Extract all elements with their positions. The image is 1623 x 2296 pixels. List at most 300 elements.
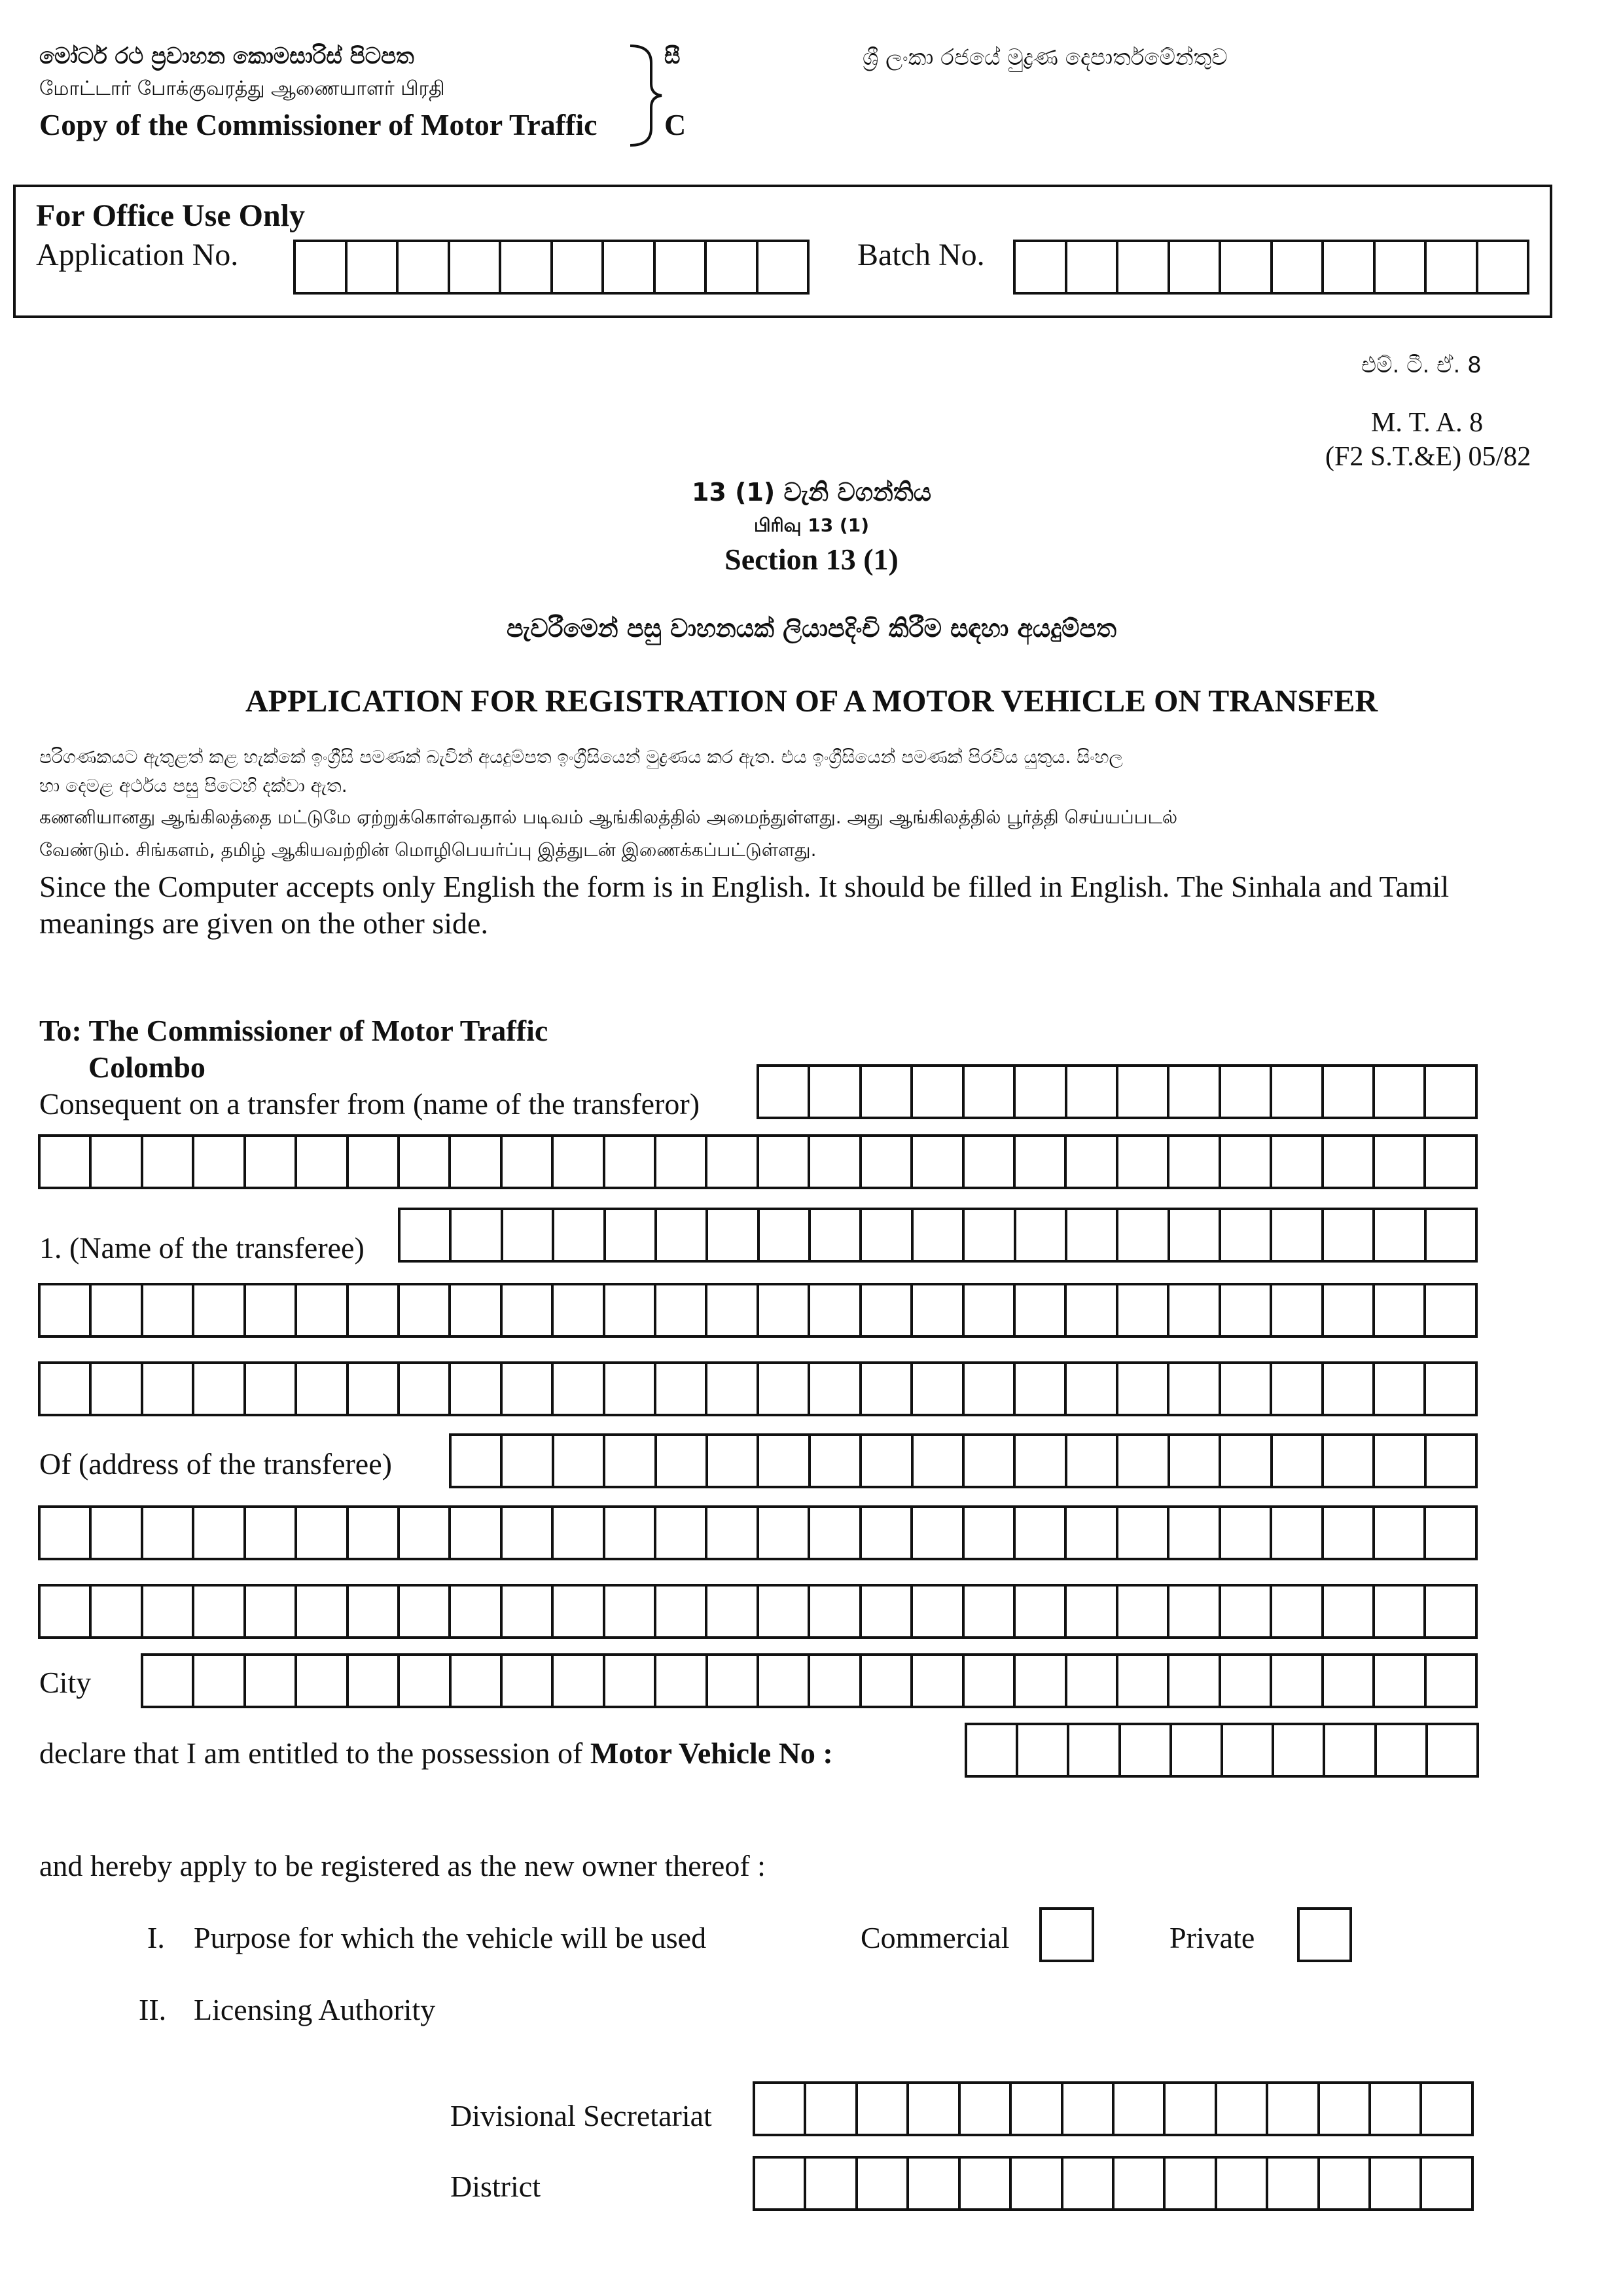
character-cell[interactable] <box>858 2159 909 2208</box>
character-cell[interactable] <box>554 1436 605 1486</box>
character-cell[interactable] <box>708 1436 759 1486</box>
character-cell[interactable] <box>1018 1725 1069 1775</box>
character-cell[interactable] <box>451 1285 502 1335</box>
character-cell[interactable] <box>1169 1508 1221 1558</box>
character-cell[interactable] <box>143 1285 194 1335</box>
character-cell[interactable] <box>810 1587 861 1636</box>
character-cell[interactable] <box>1221 1436 1272 1486</box>
character-cell[interactable] <box>452 1656 503 1706</box>
character-cell[interactable] <box>965 1067 1016 1117</box>
character-cell[interactable] <box>503 1656 554 1706</box>
character-cell[interactable] <box>1063 2084 1115 2134</box>
character-cell[interactable] <box>1223 1725 1274 1775</box>
character-cell[interactable] <box>503 1587 554 1636</box>
character-cell[interactable] <box>810 1656 861 1706</box>
character-cell[interactable] <box>755 2084 806 2134</box>
transferor-name-field-1[interactable] <box>757 1064 1478 1119</box>
character-cell[interactable] <box>1375 1285 1426 1335</box>
character-cell[interactable] <box>451 1587 502 1636</box>
character-cell[interactable] <box>914 1210 965 1260</box>
character-cell[interactable] <box>1012 2084 1063 2134</box>
character-cell[interactable] <box>967 1725 1018 1775</box>
character-cell[interactable] <box>41 1587 92 1636</box>
character-cell[interactable] <box>862 1137 913 1187</box>
character-cell[interactable] <box>707 242 758 292</box>
character-cell[interactable] <box>1016 1587 1067 1636</box>
private-checkbox[interactable] <box>1297 1907 1352 1962</box>
character-cell[interactable] <box>1221 1656 1272 1706</box>
character-cell[interactable] <box>1426 1137 1474 1187</box>
character-cell[interactable] <box>1272 1656 1323 1706</box>
character-cell[interactable] <box>961 2084 1012 2134</box>
character-cell[interactable] <box>656 1285 707 1335</box>
character-cell[interactable] <box>1324 1285 1375 1335</box>
transferor-name-field-2[interactable] <box>38 1134 1478 1189</box>
character-cell[interactable] <box>297 1587 348 1636</box>
character-cell[interactable] <box>862 1656 913 1706</box>
divisional-secretariat-field[interactable] <box>753 2081 1474 2136</box>
character-cell[interactable] <box>503 1285 554 1335</box>
character-cell[interactable] <box>760 1210 811 1260</box>
character-cell[interactable] <box>913 1067 964 1117</box>
character-cell[interactable] <box>1375 1587 1426 1636</box>
character-cell[interactable] <box>1118 1067 1169 1117</box>
character-cell[interactable] <box>810 1285 861 1335</box>
character-cell[interactable] <box>913 1137 964 1187</box>
character-cell[interactable] <box>297 1364 348 1414</box>
character-cell[interactable] <box>349 1508 400 1558</box>
character-cell[interactable] <box>862 1436 913 1486</box>
character-cell[interactable] <box>1169 1285 1221 1335</box>
character-cell[interactable] <box>1063 2159 1115 2208</box>
character-cell[interactable] <box>1273 1436 1324 1486</box>
character-cell[interactable] <box>554 1285 605 1335</box>
character-cell[interactable] <box>1324 1587 1375 1636</box>
character-cell[interactable] <box>1427 1210 1475 1260</box>
character-cell[interactable] <box>450 242 502 292</box>
character-cell[interactable] <box>503 1508 554 1558</box>
character-cell[interactable] <box>914 1436 965 1486</box>
character-cell[interactable] <box>1118 1436 1169 1486</box>
character-cell[interactable] <box>1067 1364 1118 1414</box>
character-cell[interactable] <box>143 1656 194 1706</box>
transferee-address-field-3[interactable] <box>38 1584 1478 1639</box>
character-cell[interactable] <box>1169 1067 1221 1117</box>
commercial-checkbox[interactable] <box>1039 1907 1094 1962</box>
character-cell[interactable] <box>451 1137 502 1187</box>
character-cell[interactable] <box>554 1364 605 1414</box>
district-field[interactable] <box>753 2156 1474 2211</box>
character-cell[interactable] <box>605 1436 656 1486</box>
character-cell[interactable] <box>92 1137 143 1187</box>
character-cell[interactable] <box>811 1436 862 1486</box>
character-cell[interactable] <box>503 1137 554 1187</box>
character-cell[interactable] <box>1221 1067 1272 1117</box>
character-cell[interactable] <box>1016 1436 1067 1486</box>
character-cell[interactable] <box>656 1508 707 1558</box>
character-cell[interactable] <box>806 2159 857 2208</box>
character-cell[interactable] <box>1067 242 1119 292</box>
character-cell[interactable] <box>1320 2084 1371 2134</box>
character-cell[interactable] <box>1428 1725 1476 1775</box>
character-cell[interactable] <box>1115 2084 1166 2134</box>
character-cell[interactable] <box>348 242 399 292</box>
character-cell[interactable] <box>1217 2084 1268 2134</box>
character-cell[interactable] <box>41 1137 92 1187</box>
character-cell[interactable] <box>1324 1364 1375 1414</box>
character-cell[interactable] <box>1118 1656 1169 1706</box>
character-cell[interactable] <box>1377 1725 1428 1775</box>
character-cell[interactable] <box>1067 1587 1118 1636</box>
character-cell[interactable] <box>246 1656 297 1706</box>
character-cell[interactable] <box>605 1285 656 1335</box>
character-cell[interactable] <box>755 2159 806 2208</box>
vehicle-no-field[interactable] <box>965 1723 1479 1778</box>
character-cell[interactable] <box>297 1508 348 1558</box>
character-cell[interactable] <box>1169 1587 1221 1636</box>
character-cell[interactable] <box>1067 1067 1118 1117</box>
character-cell[interactable] <box>1016 1364 1067 1414</box>
character-cell[interactable] <box>400 1656 451 1706</box>
character-cell[interactable] <box>1324 242 1376 292</box>
character-cell[interactable] <box>862 1067 913 1117</box>
character-cell[interactable] <box>1118 242 1170 292</box>
character-cell[interactable] <box>1221 1210 1272 1260</box>
character-cell[interactable] <box>92 1508 143 1558</box>
character-cell[interactable] <box>1375 1364 1426 1414</box>
character-cell[interactable] <box>1273 242 1325 292</box>
character-cell[interactable] <box>1272 1067 1323 1117</box>
character-cell[interactable] <box>1221 1508 1272 1558</box>
character-cell[interactable] <box>1324 1210 1375 1260</box>
transferee-name-field-2[interactable] <box>38 1283 1478 1338</box>
character-cell[interactable] <box>1118 1364 1169 1414</box>
character-cell[interactable] <box>1169 1656 1221 1706</box>
character-cell[interactable] <box>965 1508 1016 1558</box>
character-cell[interactable] <box>965 1210 1016 1260</box>
character-cell[interactable] <box>759 1067 810 1117</box>
character-cell[interactable] <box>503 1364 554 1414</box>
character-cell[interactable] <box>810 1364 861 1414</box>
character-cell[interactable] <box>1272 1285 1323 1335</box>
character-cell[interactable] <box>143 1364 194 1414</box>
character-cell[interactable] <box>194 1364 245 1414</box>
character-cell[interactable] <box>707 1285 758 1335</box>
character-cell[interactable] <box>349 1285 400 1335</box>
application-no-field[interactable] <box>293 240 810 295</box>
character-cell[interactable] <box>1118 1210 1169 1260</box>
character-cell[interactable] <box>1427 242 1478 292</box>
character-cell[interactable] <box>41 1364 92 1414</box>
character-cell[interactable] <box>862 1587 913 1636</box>
note-english-line2: meanings are given on the other side. <box>39 906 488 940</box>
character-cell[interactable] <box>92 1364 143 1414</box>
character-cell[interactable] <box>143 1137 194 1187</box>
character-cell[interactable] <box>297 1656 348 1706</box>
character-cell[interactable] <box>1170 242 1222 292</box>
character-cell[interactable] <box>297 1285 348 1335</box>
character-cell[interactable] <box>1067 1210 1118 1260</box>
character-cell[interactable] <box>965 1436 1016 1486</box>
character-cell[interactable] <box>1016 1067 1067 1117</box>
character-cell[interactable] <box>1375 1656 1426 1706</box>
character-cell[interactable] <box>1121 1725 1172 1775</box>
character-cell[interactable] <box>194 1508 245 1558</box>
character-cell[interactable] <box>501 242 553 292</box>
character-cell[interactable] <box>862 1508 913 1558</box>
character-cell[interactable] <box>194 1285 245 1335</box>
character-cell[interactable] <box>965 1656 1016 1706</box>
character-cell[interactable] <box>1221 1137 1272 1187</box>
character-cell[interactable] <box>810 1137 861 1187</box>
character-cell[interactable] <box>1375 1508 1426 1558</box>
character-cell[interactable] <box>1067 1436 1118 1486</box>
character-cell[interactable] <box>194 1587 245 1636</box>
character-cell[interactable] <box>707 1364 758 1414</box>
district-label: District <box>450 2170 541 2203</box>
character-cell[interactable] <box>1375 1210 1426 1260</box>
character-cell[interactable] <box>656 1364 707 1414</box>
character-cell[interactable] <box>605 1508 656 1558</box>
character-cell[interactable] <box>554 1137 605 1187</box>
character-cell[interactable] <box>1375 1436 1426 1486</box>
city-field[interactable] <box>141 1653 1478 1708</box>
character-cell[interactable] <box>503 1436 554 1486</box>
character-cell[interactable] <box>708 1210 759 1260</box>
character-cell[interactable] <box>1324 1067 1375 1117</box>
character-cell[interactable] <box>1272 1587 1323 1636</box>
character-cell[interactable] <box>1169 1364 1221 1414</box>
note-sinhala-line1: පරිගණකයට ඇතුළත් කළ හැක්කේ ඉංග්‍රීසි පමණක් බැවින් අයදුම්පත ඉංග්‍රීසියෙන් මුද්‍රණය කර ඇත. එය ඉංග්‍රීසියෙන් පමණක් පිරවිය යුතුය. සිංහල <box>39 746 1123 768</box>
form-id-sinhala: එම්. ටී. ඒ. 8 <box>1361 352 1482 378</box>
character-cell[interactable] <box>759 1587 810 1636</box>
character-cell[interactable] <box>1069 1725 1120 1775</box>
character-cell[interactable] <box>759 1364 810 1414</box>
character-cell[interactable] <box>961 2159 1012 2208</box>
character-cell[interactable] <box>606 1210 657 1260</box>
character-cell[interactable] <box>1170 1436 1221 1486</box>
character-cell[interactable] <box>707 1587 758 1636</box>
character-cell[interactable] <box>451 1508 502 1558</box>
character-cell[interactable] <box>1118 1587 1169 1636</box>
character-cell[interactable] <box>1422 2159 1471 2208</box>
character-cell[interactable] <box>604 242 656 292</box>
character-cell[interactable] <box>811 1210 862 1260</box>
character-cell[interactable] <box>1426 1285 1474 1335</box>
character-cell[interactable] <box>1067 1656 1118 1706</box>
character-cell[interactable] <box>1274 1725 1325 1775</box>
character-cell[interactable] <box>246 1508 297 1558</box>
transferee-address-field-2[interactable] <box>38 1505 1478 1560</box>
character-cell[interactable] <box>1324 1656 1375 1706</box>
character-cell[interactable] <box>909 2084 960 2134</box>
transferee-name-field-3[interactable] <box>38 1361 1478 1416</box>
character-cell[interactable] <box>41 1285 92 1335</box>
character-cell[interactable] <box>1375 1067 1426 1117</box>
character-cell[interactable] <box>708 1656 759 1706</box>
character-cell[interactable] <box>246 1364 297 1414</box>
character-cell[interactable] <box>707 1508 758 1558</box>
character-cell[interactable] <box>554 1656 605 1706</box>
character-cell[interactable] <box>1221 1285 1272 1335</box>
character-cell[interactable] <box>1016 1210 1067 1260</box>
character-cell[interactable] <box>452 1436 503 1486</box>
character-cell[interactable] <box>806 2084 857 2134</box>
character-cell[interactable] <box>1371 2084 1422 2134</box>
character-cell[interactable] <box>1118 1137 1169 1187</box>
character-cell[interactable] <box>1067 1137 1118 1187</box>
character-cell[interactable] <box>1426 1508 1474 1558</box>
character-cell[interactable] <box>1217 2159 1268 2208</box>
character-cell[interactable] <box>1067 1285 1118 1335</box>
character-cell[interactable] <box>1422 2084 1471 2134</box>
character-cell[interactable] <box>400 1587 451 1636</box>
character-cell[interactable] <box>965 1137 1016 1187</box>
character-cell[interactable] <box>399 242 450 292</box>
character-cell[interactable] <box>1268 2159 1319 2208</box>
character-cell[interactable] <box>1426 1587 1474 1636</box>
character-cell[interactable] <box>605 1656 656 1706</box>
character-cell[interactable] <box>913 1364 964 1414</box>
character-cell[interactable] <box>1375 1137 1426 1187</box>
character-cell[interactable] <box>143 1508 194 1558</box>
character-cell[interactable] <box>194 1656 245 1706</box>
character-cell[interactable] <box>707 1137 758 1187</box>
character-cell[interactable] <box>452 1210 503 1260</box>
character-cell[interactable] <box>553 242 605 292</box>
character-cell[interactable] <box>349 1587 400 1636</box>
character-cell[interactable] <box>349 1656 400 1706</box>
character-cell[interactable] <box>913 1587 964 1636</box>
character-cell[interactable] <box>759 1285 810 1335</box>
character-cell[interactable] <box>1169 1137 1221 1187</box>
character-cell[interactable] <box>296 242 348 292</box>
character-cell[interactable] <box>1320 2159 1371 2208</box>
character-cell[interactable] <box>656 1656 707 1706</box>
character-cell[interactable] <box>858 2084 909 2134</box>
character-cell[interactable] <box>400 1508 451 1558</box>
character-cell[interactable] <box>1166 2084 1217 2134</box>
batch-no-field[interactable] <box>1013 240 1529 295</box>
character-cell[interactable] <box>41 1508 92 1558</box>
character-cell[interactable] <box>657 1436 708 1486</box>
character-cell[interactable] <box>451 1364 502 1414</box>
character-cell[interactable] <box>1170 1210 1221 1260</box>
character-cell[interactable] <box>1221 242 1273 292</box>
character-cell[interactable] <box>1016 1656 1067 1706</box>
character-cell[interactable] <box>194 1137 245 1187</box>
character-cell[interactable] <box>1221 1364 1272 1414</box>
character-cell[interactable] <box>1427 1436 1475 1486</box>
character-cell[interactable] <box>656 1137 707 1187</box>
character-cell[interactable] <box>965 1587 1016 1636</box>
character-cell[interactable] <box>1325 1725 1376 1775</box>
character-cell[interactable] <box>810 1067 861 1117</box>
character-cell[interactable] <box>92 1285 143 1335</box>
character-cell[interactable] <box>605 1587 656 1636</box>
character-cell[interactable] <box>810 1508 861 1558</box>
character-cell[interactable] <box>503 1210 554 1260</box>
character-cell[interactable] <box>1012 2159 1063 2208</box>
character-cell[interactable] <box>554 1587 605 1636</box>
character-cell[interactable] <box>1324 1508 1375 1558</box>
character-cell[interactable] <box>1426 1067 1474 1117</box>
character-cell[interactable] <box>656 1587 707 1636</box>
character-cell[interactable] <box>1118 1285 1169 1335</box>
character-cell[interactable] <box>400 1285 451 1335</box>
character-cell[interactable] <box>913 1285 964 1335</box>
character-cell[interactable] <box>246 1137 297 1187</box>
character-cell[interactable] <box>862 1210 913 1260</box>
copy-label-tamil: மோட்டார் போக்குவரத்து ஆணையாளர் பிரதி <box>39 77 445 100</box>
character-cell[interactable] <box>246 1285 297 1335</box>
character-cell[interactable] <box>1324 1137 1375 1187</box>
character-cell[interactable] <box>965 1285 1016 1335</box>
character-cell[interactable] <box>297 1137 348 1187</box>
character-cell[interactable] <box>1016 1285 1067 1335</box>
character-cell[interactable] <box>759 1137 810 1187</box>
character-cell[interactable] <box>1172 1725 1223 1775</box>
character-cell[interactable] <box>862 1364 913 1414</box>
character-cell[interactable] <box>759 1508 810 1558</box>
character-cell[interactable] <box>1118 1508 1169 1558</box>
character-cell[interactable] <box>1166 2159 1217 2208</box>
character-cell[interactable] <box>605 1137 656 1187</box>
character-cell[interactable] <box>605 1364 656 1414</box>
character-cell[interactable] <box>1272 1364 1323 1414</box>
character-cell[interactable] <box>246 1587 297 1636</box>
character-cell[interactable] <box>1478 242 1527 292</box>
character-cell[interactable] <box>1067 1508 1118 1558</box>
character-cell[interactable] <box>965 1364 1016 1414</box>
character-cell[interactable] <box>1371 2159 1422 2208</box>
character-cell[interactable] <box>1426 1364 1474 1414</box>
character-cell[interactable] <box>1272 1210 1323 1260</box>
character-cell[interactable] <box>400 1364 451 1414</box>
character-cell[interactable] <box>657 1210 708 1260</box>
character-cell[interactable] <box>1016 242 1067 292</box>
character-cell[interactable] <box>1016 1508 1067 1558</box>
character-cell[interactable] <box>554 1508 605 1558</box>
character-cell[interactable] <box>1268 2084 1319 2134</box>
character-cell[interactable] <box>1221 1587 1272 1636</box>
character-cell[interactable] <box>1272 1508 1323 1558</box>
character-cell[interactable] <box>862 1285 913 1335</box>
character-cell[interactable] <box>349 1137 400 1187</box>
character-cell[interactable] <box>656 242 707 292</box>
transferee-address-field-1[interactable] <box>449 1433 1478 1488</box>
character-cell[interactable] <box>759 1436 810 1486</box>
transferee-name-field-1[interactable] <box>398 1208 1478 1263</box>
character-cell[interactable] <box>400 1137 451 1187</box>
character-cell[interactable] <box>913 1508 964 1558</box>
character-cell[interactable] <box>1376 242 1427 292</box>
character-cell[interactable] <box>143 1587 194 1636</box>
character-cell[interactable] <box>92 1587 143 1636</box>
character-cell[interactable] <box>554 1210 605 1260</box>
character-cell[interactable] <box>1016 1137 1067 1187</box>
character-cell[interactable] <box>349 1364 400 1414</box>
character-cell[interactable] <box>758 242 808 292</box>
character-cell[interactable] <box>1427 1656 1475 1706</box>
character-cell[interactable] <box>1115 2159 1166 2208</box>
character-cell[interactable] <box>401 1210 452 1260</box>
character-cell[interactable] <box>759 1656 810 1706</box>
character-cell[interactable] <box>1272 1137 1323 1187</box>
character-cell[interactable] <box>909 2159 960 2208</box>
character-cell[interactable] <box>1324 1436 1375 1486</box>
character-cell[interactable] <box>913 1656 964 1706</box>
